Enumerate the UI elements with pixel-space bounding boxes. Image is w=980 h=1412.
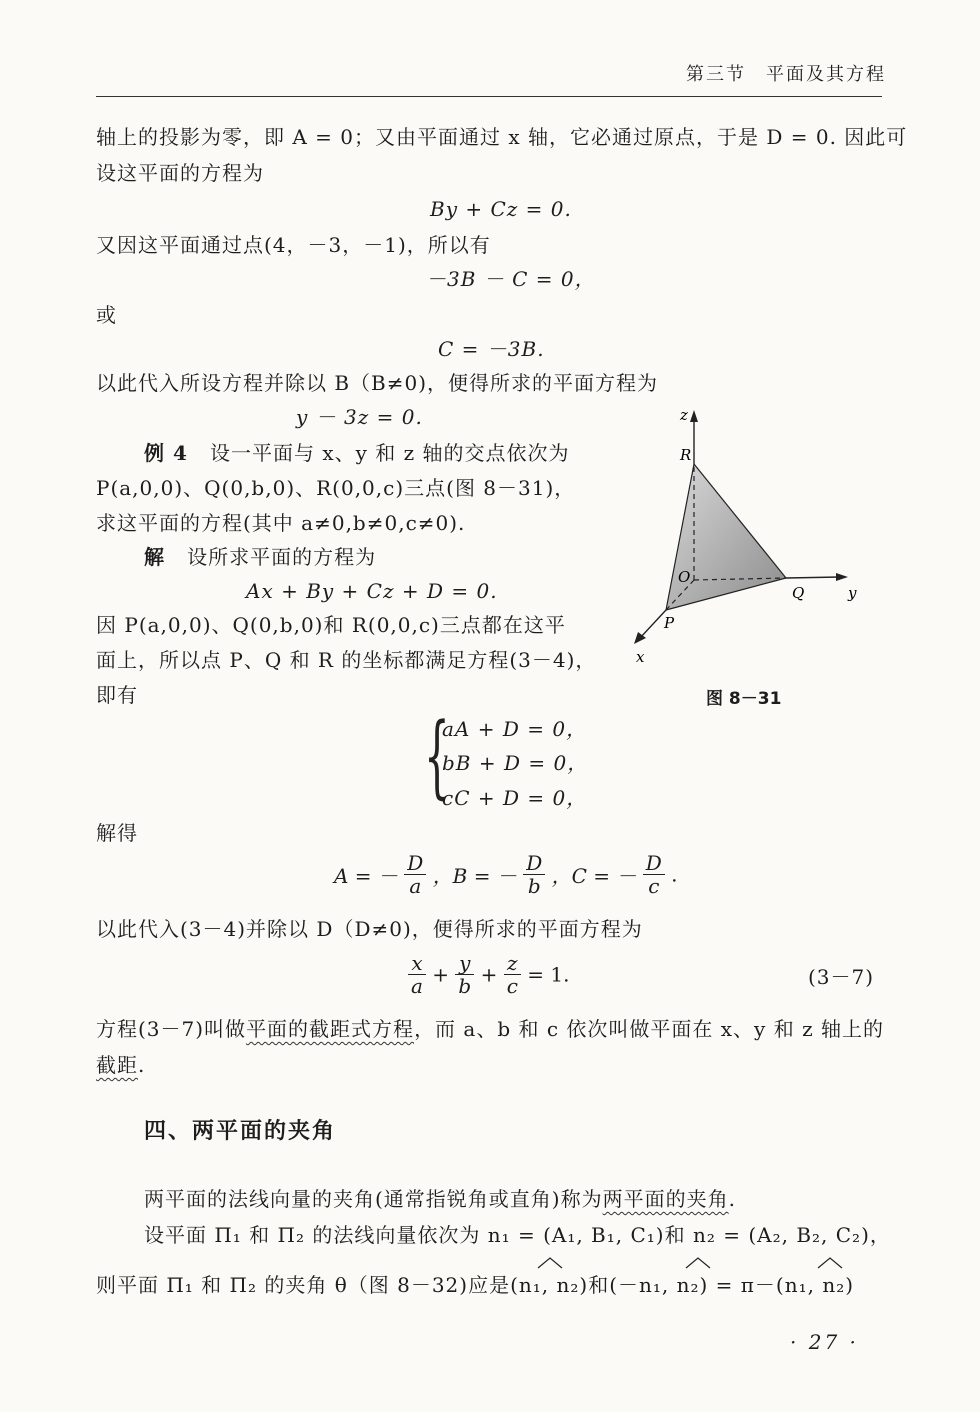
label-P: P bbox=[664, 614, 675, 632]
solution-text: 设所求平面的方程为 bbox=[187, 545, 377, 569]
system-eq-1: aA + D = 0， bbox=[442, 717, 588, 741]
text-line-7: 求这平面的方程(其中 a≠0,b≠0,c≠0). bbox=[96, 511, 466, 535]
equation-1: By + Cz = 0. bbox=[430, 197, 572, 221]
label-z: z bbox=[680, 406, 688, 424]
section-4-title: 四、两平面的夹角 bbox=[144, 1119, 337, 1144]
text-line-2: 设这平面的方程为 bbox=[96, 161, 264, 185]
text-line-4: 或 bbox=[96, 303, 117, 327]
figure-caption: 图 8－31 bbox=[706, 689, 782, 709]
term-intercept: 截距 bbox=[96, 1053, 138, 1077]
solution-C: ，C = － bbox=[551, 864, 637, 888]
text-line-11: 解得 bbox=[96, 821, 138, 845]
text-14-end: . bbox=[138, 1053, 146, 1077]
page-number: · 27 · bbox=[790, 1330, 859, 1354]
fraction-D-c: $\frac{D}{c}$ bbox=[643, 852, 665, 897]
fraction-z-c: $\frac{z}{c}$ bbox=[504, 952, 521, 997]
text-line-5: 以此代入所设方程并除以 B（B≠0)，便得所求的平面方程为 bbox=[96, 371, 659, 395]
text-line-14 bbox=[96, 1052, 145, 1078]
intercept-equation bbox=[408, 952, 569, 997]
header-rule bbox=[96, 96, 882, 97]
z-arrow bbox=[690, 410, 698, 422]
system-brace: { bbox=[424, 704, 450, 809]
text-line-6: P(a,0,0)、Q(0,b,0)、R(0,0,c)三点(图 8－31)， bbox=[96, 476, 576, 500]
text-line-1: 轴上的投影为零，即 A = 0；又由平面通过 x 轴，它必通过原点，于是 D = 0. 因此可 bbox=[96, 125, 908, 149]
angle-hat-marks bbox=[0, 1252, 980, 1272]
fraction-x-a: $\frac{x}{a}$ bbox=[408, 952, 426, 997]
solution-label: 解 bbox=[144, 545, 165, 569]
equation-2: －3B － C = 0， bbox=[426, 267, 596, 291]
text-line-12: 以此代入(3－4)并除以 D（D≠0)，便得所求的平面方程为 bbox=[96, 917, 643, 941]
plus-2: + bbox=[480, 962, 498, 987]
equals-one: = 1. bbox=[527, 962, 570, 987]
y-arrow bbox=[836, 573, 848, 581]
example-4-line bbox=[144, 440, 570, 466]
equation-number: (3－7) bbox=[808, 965, 875, 989]
text-line-8: 因 P(a,0,0)、Q(0,b,0)和 R(0,0,c)三点都在这平 bbox=[96, 613, 566, 637]
term-intercept-form: 平面的截距式方程 bbox=[246, 1017, 415, 1041]
label-R: R bbox=[680, 446, 692, 464]
system-eq-3: cC + D = 0， bbox=[442, 786, 588, 810]
solution-A: A = － bbox=[334, 864, 398, 888]
section-4-p1-end: . bbox=[728, 1187, 736, 1211]
text-line-9: 面上，所以点 P、Q 和 R 的坐标都满足方程(3－4)， bbox=[96, 648, 597, 672]
text-13b: ，而 a、b 和 c 依次叫做平面在 x、y 和 z 轴上的 bbox=[414, 1017, 884, 1041]
solution-period: . bbox=[671, 862, 678, 887]
fraction-y-b: $\frac{y}{b}$ bbox=[455, 952, 474, 997]
running-header: 第三节 平面及其方程 bbox=[686, 64, 886, 85]
x-axis bbox=[640, 610, 666, 638]
fraction-D-b: $\frac{D}{b}$ bbox=[523, 852, 545, 897]
hat-mark-3 bbox=[818, 1258, 842, 1268]
fraction-D-a: $\frac{D}{a}$ bbox=[404, 852, 426, 897]
plane-triangle bbox=[666, 464, 786, 610]
equation-4: y － 3z = 0. bbox=[296, 405, 423, 429]
section-4-p3: 则平面 Π₁ 和 Π₂ 的夹角 θ（图 8－32)应是(n₁, n₂)和(－n₁, n₂) = π－(n₁, n₂) bbox=[96, 1273, 855, 1297]
figure-8-31 bbox=[620, 400, 880, 670]
solution-line bbox=[144, 544, 376, 570]
label-y: y bbox=[848, 584, 857, 602]
label-O: O bbox=[678, 568, 691, 586]
plus-1: + bbox=[432, 962, 450, 987]
solution-B: ，B = － bbox=[432, 864, 517, 888]
term-dihedral-angle: 两平面的夹角 bbox=[602, 1187, 729, 1211]
section-4-p1a: 两平面的法线向量的夹角(通常指锐角或直角)称为 bbox=[144, 1187, 603, 1211]
section-4-p1 bbox=[144, 1186, 736, 1212]
example-4-label: 例 4 bbox=[144, 441, 188, 465]
text-line-3: 又因这平面通过点(4，－3，－1)，所以有 bbox=[96, 233, 491, 257]
hat-mark-1 bbox=[538, 1258, 562, 1268]
text-13a: 方程(3－7)叫做 bbox=[96, 1017, 247, 1041]
label-x: x bbox=[636, 648, 645, 666]
text-line-13 bbox=[96, 1016, 884, 1042]
text-line-10: 即有 bbox=[96, 683, 138, 707]
system-eq-2: bB + D = 0， bbox=[442, 751, 589, 775]
y-axis bbox=[786, 577, 840, 578]
section-4-p2: 设平面 Π₁ 和 Π₂ 的法线向量依次为 n₁ = (A₁, B₁, C₁)和 n₂ = (A₂, B₂, C₂)， bbox=[144, 1223, 891, 1247]
example-4-text: 设一平面与 x、y 和 z 轴的交点依次为 bbox=[209, 441, 570, 465]
hat-mark-2 bbox=[686, 1258, 710, 1268]
label-Q: Q bbox=[792, 584, 805, 602]
equation-3: C = －3B. bbox=[438, 337, 545, 361]
equation-5: Ax + By + Cz + D = 0. bbox=[246, 579, 498, 603]
solution-equation bbox=[334, 852, 678, 897]
